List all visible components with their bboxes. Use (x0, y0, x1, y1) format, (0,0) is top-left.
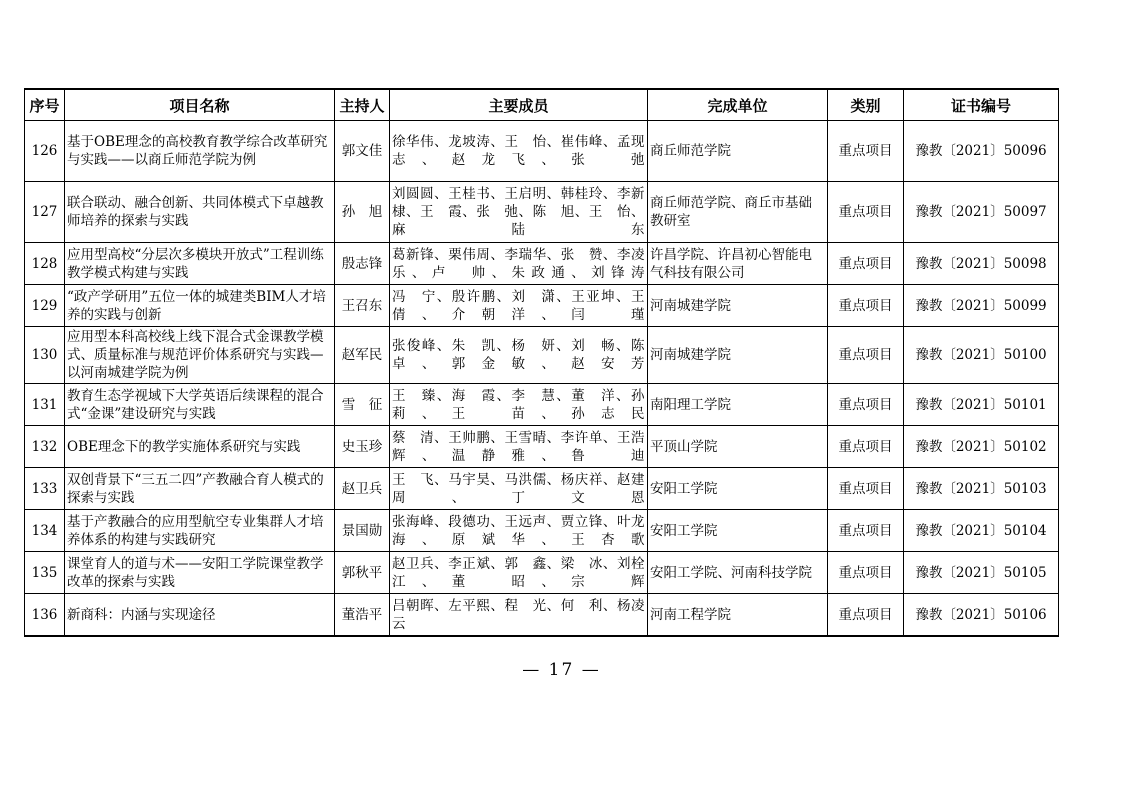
table-row (25, 468, 1059, 510)
host-name: 殷志锋 (335, 243, 390, 285)
members: 张俊峰、朱 凯、杨 妍、刘 畅、陈 卓、郭金敏、赵安芳 (390, 327, 648, 384)
certificate-number: 豫教〔2021〕50100 (904, 327, 1059, 384)
certificate-number: 豫教〔2021〕50097 (904, 182, 1059, 243)
host-name: 郭秋平 (335, 552, 390, 594)
table-row (25, 510, 1059, 552)
host-name: 史玉珍 (335, 426, 390, 468)
certificate-number: 豫教〔2021〕50101 (904, 384, 1059, 426)
project-name: OBE理念下的教学实施体系研究与实践 (65, 426, 335, 468)
category: 重点项目 (828, 121, 904, 182)
members: 葛新锋、栗伟周、李瑞华、张 赞、李凌乐、卢 帅、朱政通、刘锋涛 (390, 243, 648, 285)
category: 重点项目 (828, 552, 904, 594)
category: 重点项目 (828, 243, 904, 285)
header-category: 类别 (828, 89, 904, 121)
project-name: 新商科：内涵与实现途径 (65, 594, 335, 637)
host-name: 郭文佳 (335, 121, 390, 182)
row-index: 129 (25, 285, 65, 327)
project-name: 教育生态学视域下大学英语后续课程的混合式“金课”建设研究与实践 (65, 384, 335, 426)
table-row (25, 384, 1059, 426)
row-index: 133 (25, 468, 65, 510)
award-table (24, 88, 1059, 637)
completion-unit: 安阳工学院、河南科技学院 (648, 552, 828, 594)
header-unit: 完成单位 (648, 89, 828, 121)
members: 赵卫兵、李正斌、郭 鑫、梁 冰、刘栓江、董 昭、宗 辉 (390, 552, 648, 594)
header-row (25, 89, 1059, 121)
host-name: 孙 旭 (335, 182, 390, 243)
certificate-number: 豫教〔2021〕50104 (904, 510, 1059, 552)
completion-unit: 商丘师范学院 (648, 121, 828, 182)
certificate-number: 豫教〔2021〕50098 (904, 243, 1059, 285)
row-index: 136 (25, 594, 65, 637)
host-name: 景国勋 (335, 510, 390, 552)
members: 刘圆圆、王桂书、王启明、韩桂玲、李新棣、王 霞、张 弛、陈 旭、王 怡、麻陆东 (390, 182, 648, 243)
project-name: 联合联动、融合创新、共同体模式下卓越教师培养的探索与实践 (65, 182, 335, 243)
table-row (25, 426, 1059, 468)
table-row (25, 552, 1059, 594)
project-name: 双创背景下“三五二四”产教融合育人模式的探索与实践 (65, 468, 335, 510)
table-row (25, 121, 1059, 182)
header-index: 序号 (25, 89, 65, 121)
category: 重点项目 (828, 384, 904, 426)
project-name: 应用型高校“分层次多模块开放式”工程训练教学模式构建与实践 (65, 243, 335, 285)
completion-unit: 安阳工学院 (648, 468, 828, 510)
category: 重点项目 (828, 594, 904, 637)
certificate-number: 豫教〔2021〕50103 (904, 468, 1059, 510)
host-name: 赵军民 (335, 327, 390, 384)
certificate-number: 豫教〔2021〕50099 (904, 285, 1059, 327)
header-certificate: 证书编号 (904, 89, 1059, 121)
members: 王 飞、马宇昊、马洪儒、杨庆祥、赵建周、丁文恩 (390, 468, 648, 510)
category: 重点项目 (828, 468, 904, 510)
completion-unit: 河南城建学院 (648, 327, 828, 384)
certificate-number: 豫教〔2021〕50096 (904, 121, 1059, 182)
completion-unit: 河南工程学院 (648, 594, 828, 637)
table-row (25, 594, 1059, 637)
members: 吕朝晖、左平熙、程 光、何 利、杨凌云 (390, 594, 648, 637)
header-host: 主持人 (335, 89, 390, 121)
members: 王 臻、海 霞、李 慧、董 洋、孙 莉、王 苗、孙志民 (390, 384, 648, 426)
project-name: 应用型本科高校线上线下混合式金课教学模式、质量标准与规范评价体系研究与实践—以河南城建学院为例 (65, 327, 335, 384)
project-name: “政产学研用”五位一体的城建类BIM人才培养的实践与创新 (65, 285, 335, 327)
members: 徐华伟、龙坡涛、王 怡、崔伟峰、孟现志、赵龙飞、张 弛 (390, 121, 648, 182)
host-name: 王召东 (335, 285, 390, 327)
project-name: 基于产教融合的应用型航空专业集群人才培养体系的构建与实践研究 (65, 510, 335, 552)
members: 张海峰、段德功、王远声、贾立锋、叶龙海、原斌华、王杏歌 (390, 510, 648, 552)
header-project-name: 项目名称 (65, 89, 335, 121)
host-name: 董浩平 (335, 594, 390, 637)
header-members: 主要成员 (390, 89, 648, 121)
row-index: 131 (25, 384, 65, 426)
members: 蔡 清、王帅鹏、王雪晴、李许单、王浩辉、温静雅、鲁 迪 (390, 426, 648, 468)
category: 重点项目 (828, 182, 904, 243)
table-row (25, 182, 1059, 243)
host-name: 雪 征 (335, 384, 390, 426)
completion-unit: 许昌学院、许昌初心智能电气科技有限公司 (648, 243, 828, 285)
row-index: 128 (25, 243, 65, 285)
completion-unit: 河南城建学院 (648, 285, 828, 327)
project-name: 课堂育人的道与术——安阳工学院课堂教学改革的探索与实践 (65, 552, 335, 594)
certificate-number: 豫教〔2021〕50102 (904, 426, 1059, 468)
completion-unit: 商丘师范学院、商丘市基础教研室 (648, 182, 828, 243)
row-index: 134 (25, 510, 65, 552)
row-index: 126 (25, 121, 65, 182)
certificate-number: 豫教〔2021〕50106 (904, 594, 1059, 637)
completion-unit: 安阳工学院 (648, 510, 828, 552)
page-number: — 17 — (522, 660, 601, 680)
row-index: 135 (25, 552, 65, 594)
table-row (25, 285, 1059, 327)
category: 重点项目 (828, 285, 904, 327)
members: 冯 宁、殷许鹏、刘 潇、王亚坤、王 倩、介朝洋、闫 瑾 (390, 285, 648, 327)
host-name: 赵卫兵 (335, 468, 390, 510)
completion-unit: 平顶山学院 (648, 426, 828, 468)
table-row (25, 243, 1059, 285)
category: 重点项目 (828, 426, 904, 468)
category: 重点项目 (828, 327, 904, 384)
row-index: 132 (25, 426, 65, 468)
table-row (25, 327, 1059, 384)
completion-unit: 南阳理工学院 (648, 384, 828, 426)
row-index: 127 (25, 182, 65, 243)
row-index: 130 (25, 327, 65, 384)
project-name: 基于OBE理念的高校教育教学综合改革研究与实践——以商丘师范学院为例 (65, 121, 335, 182)
category: 重点项目 (828, 510, 904, 552)
certificate-number: 豫教〔2021〕50105 (904, 552, 1059, 594)
